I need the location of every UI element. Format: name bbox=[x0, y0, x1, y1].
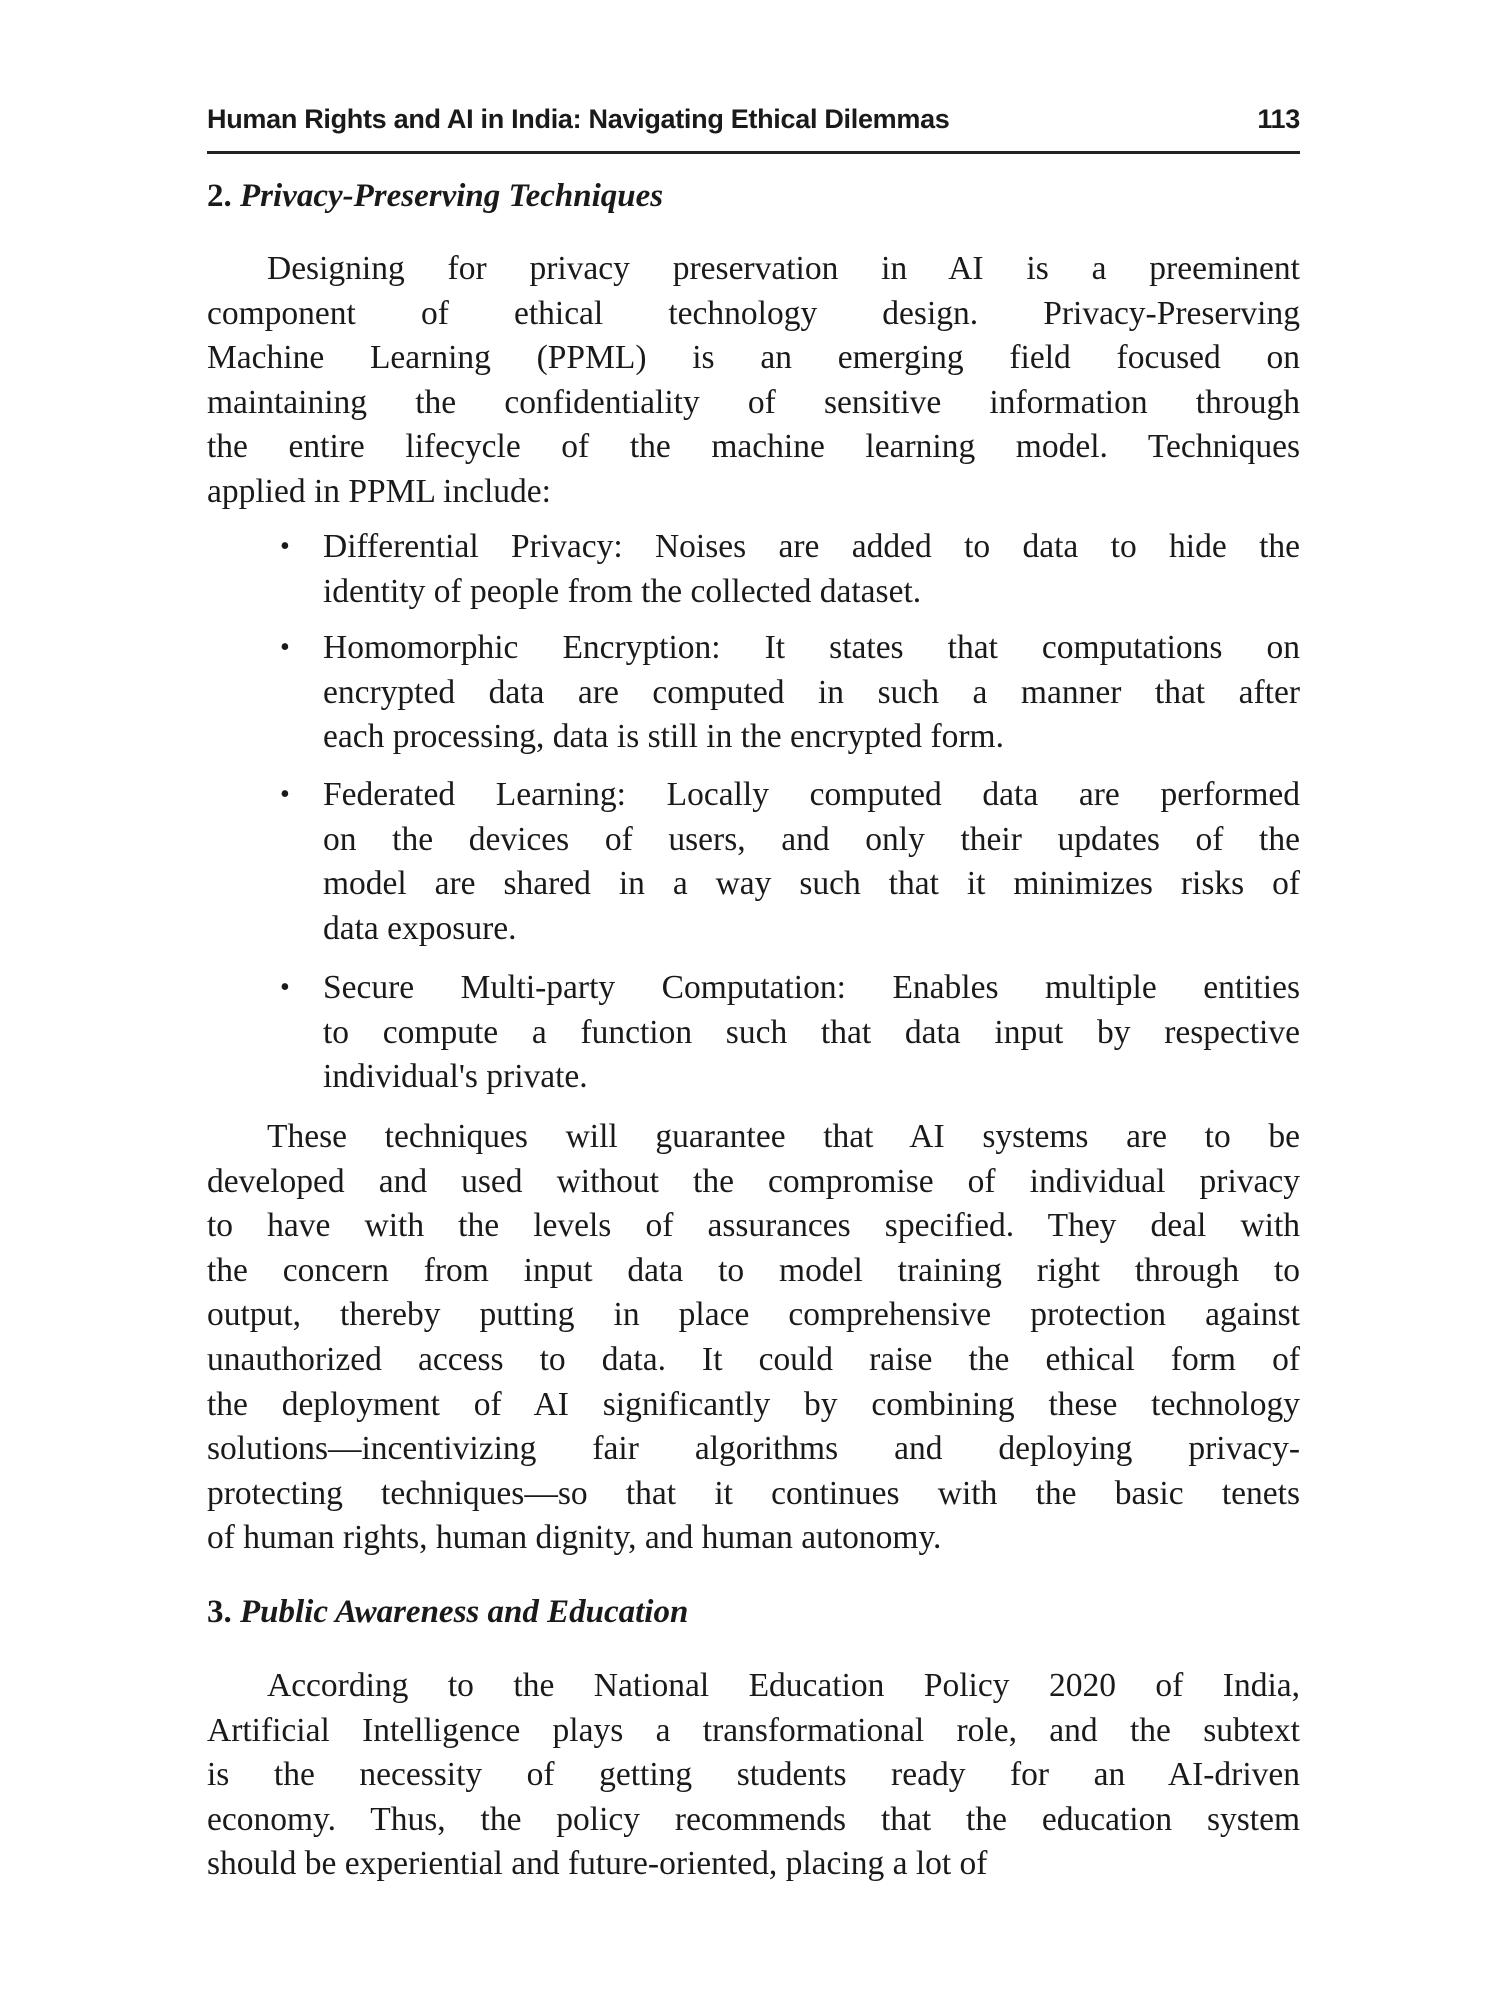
text-line: applied in PPML include: bbox=[207, 472, 551, 510]
text-line: data exposure. bbox=[323, 909, 517, 947]
text-line: output, thereby putting in place comprehensive protection against bbox=[207, 1296, 1300, 1334]
text-line: to have with the levels of assurances specified. They deal with bbox=[207, 1207, 1300, 1245]
text-line: Federated Learning: Locally computed data are performed bbox=[323, 776, 1300, 813]
text-line: the deployment of AI significantly by combining these technology bbox=[207, 1385, 1300, 1423]
text-line: economy. Thus, the policy recommends that the education system bbox=[207, 1800, 1300, 1838]
text-line: is the necessity of getting students ready for an AI-driven bbox=[207, 1756, 1300, 1794]
text-line: model are shared in a way such that it minimizes risks of bbox=[323, 865, 1300, 903]
header-rule bbox=[207, 151, 1300, 154]
bullet-homomorphic-encryption bbox=[280, 626, 1300, 760]
text-line: Differential Privacy: Noises are added to data to hide the bbox=[323, 528, 1300, 565]
text-line: According to the National Education Policy 2020 of India, bbox=[267, 1667, 1300, 1704]
bullet-differential-privacy bbox=[280, 525, 1300, 614]
bullet-icon: • bbox=[280, 531, 290, 562]
text-line: Homomorphic Encryption: It states that computations on bbox=[323, 629, 1300, 666]
bullet-icon: • bbox=[280, 972, 290, 1003]
text-line: should be experiential and future-oriented, placing a lot of bbox=[207, 1845, 988, 1883]
running-header-title: Human Rights and AI in India: Navigating Ethical Dilemmas bbox=[207, 104, 950, 134]
bullet-icon: • bbox=[280, 779, 290, 810]
text-line: individual's private. bbox=[323, 1058, 588, 1096]
bullet-federated-learning bbox=[280, 773, 1300, 951]
section-heading-2: 2. Privacy-Preserving Techniques bbox=[207, 178, 664, 214]
text-line: Machine Learning (PPML) is an emerging field focused on bbox=[207, 339, 1300, 377]
text-line: Secure Multi-party Computation: Enables multiple entities bbox=[323, 969, 1300, 1006]
text-line: the entire lifecycle of the machine learning model. Techniques bbox=[207, 428, 1300, 466]
text-line: identity of people from the collected dataset. bbox=[323, 572, 922, 610]
text-line: protecting techniques—so that it continues with the basic tenets bbox=[207, 1474, 1300, 1512]
page-number: 113 bbox=[1257, 104, 1300, 134]
text-line: of human rights, human dignity, and human autonomy. bbox=[207, 1519, 942, 1557]
text-line: solutions—incentivizing fair algorithms and deploying privacy- bbox=[207, 1430, 1300, 1468]
text-line: each processing, data is still in the encrypted form. bbox=[323, 718, 1004, 756]
text-line: encrypted data are computed in such a manner that after bbox=[323, 673, 1300, 711]
running-header bbox=[207, 104, 1300, 140]
paragraph-techniques-summary bbox=[207, 1115, 1300, 1561]
text-line: on the devices of users, and only their updates of the bbox=[323, 820, 1300, 858]
text-line: component of ethical technology design. Privacy-Preserving bbox=[207, 294, 1300, 332]
text-line: to compute a function such that data input by respective bbox=[323, 1013, 1300, 1051]
text-line: the concern from input data to model training right through to bbox=[207, 1251, 1300, 1289]
bullet-icon: • bbox=[280, 632, 290, 663]
text-line: maintaining the confidentiality of sensitive information through bbox=[207, 383, 1300, 421]
text-line: Designing for privacy preservation in AI is a preeminent bbox=[267, 250, 1300, 287]
paragraph-nep-2020 bbox=[207, 1664, 1300, 1887]
text-line: unauthorized access to data. It could raise the ethical form of bbox=[207, 1340, 1300, 1378]
text-line: These techniques will guarantee that AI systems are to be bbox=[267, 1118, 1300, 1155]
text-line: Artificial Intelligence plays a transformational role, and the subtext bbox=[207, 1711, 1300, 1749]
section-heading-3: 3. Public Awareness and Education bbox=[207, 1594, 689, 1630]
paragraph-ppml-intro bbox=[207, 247, 1300, 515]
text-line: developed and used without the compromise of individual privacy bbox=[207, 1162, 1300, 1200]
bullet-secure-mpc bbox=[280, 966, 1300, 1100]
